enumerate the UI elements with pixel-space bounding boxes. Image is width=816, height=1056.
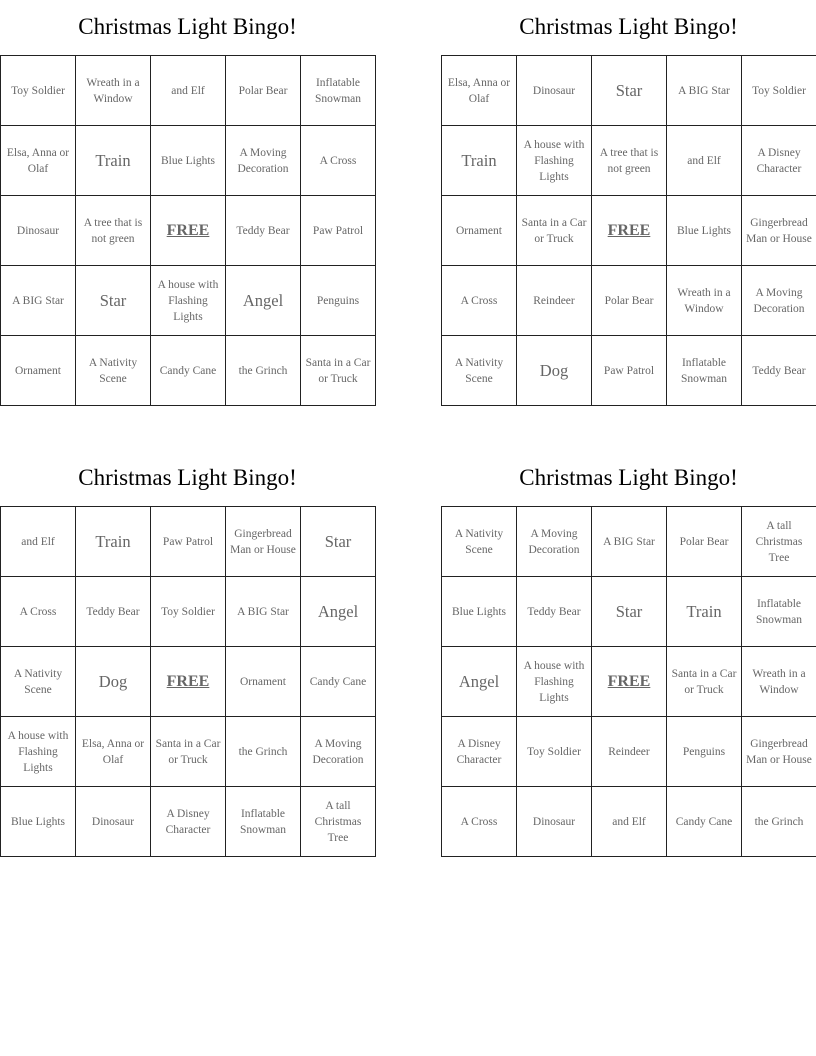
bingo-square: Gingerbread Man or House xyxy=(742,196,816,266)
bingo-row xyxy=(1,787,376,857)
bingo-row xyxy=(442,507,816,577)
free-space: FREE xyxy=(592,647,667,717)
bingo-square: Dinosaur xyxy=(517,787,592,857)
bingo-square: A house with Flashing Lights xyxy=(517,126,592,196)
bingo-square: A tall Christmas Tree xyxy=(301,787,376,857)
bingo-square: Angel xyxy=(442,647,517,717)
bingo-square: Teddy Bear xyxy=(742,336,816,406)
bingo-square: the Grinch xyxy=(226,336,301,406)
bingo-grid xyxy=(441,506,816,857)
bingo-square: Teddy Bear xyxy=(517,577,592,647)
bingo-square: A Nativity Scene xyxy=(442,507,517,577)
bingo-square: Train xyxy=(76,507,151,577)
bingo-row xyxy=(1,126,376,196)
bingo-row xyxy=(442,787,816,857)
bingo-square: Reindeer xyxy=(592,717,667,787)
bingo-square: A Moving Decoration xyxy=(301,717,376,787)
bingo-square: and Elf xyxy=(592,787,667,857)
bingo-square: Polar Bear xyxy=(667,507,742,577)
bingo-square: A tree that is not green xyxy=(76,196,151,266)
bingo-square: A house with Flashing Lights xyxy=(151,266,226,336)
bingo-square: Ornament xyxy=(1,336,76,406)
bingo-square: Wreath in a Window xyxy=(742,647,816,717)
bingo-square: A BIG Star xyxy=(667,56,742,126)
bingo-square: Santa in a Car or Truck xyxy=(151,717,226,787)
bingo-square: Santa in a Car or Truck xyxy=(517,196,592,266)
bingo-square: Toy Soldier xyxy=(151,577,226,647)
bingo-square: Toy Soldier xyxy=(1,56,76,126)
bingo-square: A BIG Star xyxy=(226,577,301,647)
bingo-square: A Moving Decoration xyxy=(742,266,816,336)
bingo-square: A Disney Character xyxy=(742,126,816,196)
bingo-square: the Grinch xyxy=(742,787,816,857)
bingo-square: Gingerbread Man or House xyxy=(742,717,816,787)
bingo-square: Star xyxy=(301,507,376,577)
bingo-square: Inflatable Snowman xyxy=(226,787,301,857)
bingo-square: Ornament xyxy=(442,196,517,266)
bingo-square: A tree that is not green xyxy=(592,126,667,196)
bingo-square: Elsa, Anna or Olaf xyxy=(76,717,151,787)
bingo-square: Inflatable Snowman xyxy=(301,56,376,126)
bingo-square: Dog xyxy=(76,647,151,717)
bingo-square: Teddy Bear xyxy=(76,577,151,647)
bingo-row xyxy=(442,196,816,266)
free-space: FREE xyxy=(151,196,226,266)
bingo-square: Candy Cane xyxy=(301,647,376,717)
bingo-square: A Disney Character xyxy=(151,787,226,857)
bingo-row xyxy=(1,336,376,406)
bingo-row xyxy=(442,126,816,196)
card-title: Christmas Light Bingo! xyxy=(78,465,297,490)
bingo-square: and Elf xyxy=(1,507,76,577)
bingo-square: A house with Flashing Lights xyxy=(1,717,76,787)
bingo-square: Santa in a Car or Truck xyxy=(667,647,742,717)
bingo-square: A Moving Decoration xyxy=(517,507,592,577)
bingo-grid xyxy=(0,55,376,406)
bingo-row xyxy=(442,647,816,717)
bingo-square: and Elf xyxy=(151,56,226,126)
bingo-square: Train xyxy=(76,126,151,196)
bingo-row xyxy=(442,577,816,647)
bingo-row xyxy=(1,507,376,577)
bingo-square: Star xyxy=(76,266,151,336)
bingo-square: A tall Christmas Tree xyxy=(742,507,816,577)
bingo-square: A Cross xyxy=(301,126,376,196)
bingo-square: Star xyxy=(592,56,667,126)
bingo-row xyxy=(1,717,376,787)
bingo-square: Dinosaur xyxy=(517,56,592,126)
bingo-square: Paw Patrol xyxy=(592,336,667,406)
bingo-square: Blue Lights xyxy=(667,196,742,266)
free-space: FREE xyxy=(151,647,226,717)
bingo-square: Penguins xyxy=(301,266,376,336)
bingo-row xyxy=(1,56,376,126)
bingo-square: Angel xyxy=(301,577,376,647)
bingo-square: A Moving Decoration xyxy=(226,126,301,196)
bingo-square: A house with Flashing Lights xyxy=(517,647,592,717)
bingo-square: Dinosaur xyxy=(1,196,76,266)
bingo-square: A Nativity Scene xyxy=(76,336,151,406)
bingo-square: Gingerbread Man or House xyxy=(226,507,301,577)
bingo-grid xyxy=(441,55,816,406)
bingo-square: Santa in a Car or Truck xyxy=(301,336,376,406)
bingo-row xyxy=(442,717,816,787)
bingo-square: Penguins xyxy=(667,717,742,787)
bingo-square: Blue Lights xyxy=(442,577,517,647)
bingo-square: A Cross xyxy=(442,787,517,857)
bingo-square: Train xyxy=(442,126,517,196)
bingo-square: Paw Patrol xyxy=(151,507,226,577)
bingo-square: Angel xyxy=(226,266,301,336)
bingo-row xyxy=(1,266,376,336)
bingo-square: Elsa, Anna or Olaf xyxy=(442,56,517,126)
bingo-square: Dinosaur xyxy=(76,787,151,857)
bingo-square: Blue Lights xyxy=(151,126,226,196)
bingo-square: A Disney Character xyxy=(442,717,517,787)
bingo-square: Star xyxy=(592,577,667,647)
card-title: Christmas Light Bingo! xyxy=(78,14,297,39)
free-space: FREE xyxy=(592,196,667,266)
bingo-row xyxy=(442,336,816,406)
bingo-row xyxy=(1,577,376,647)
bingo-square: Paw Patrol xyxy=(301,196,376,266)
bingo-square: A Nativity Scene xyxy=(1,647,76,717)
bingo-square: Dog xyxy=(517,336,592,406)
bingo-square: Polar Bear xyxy=(226,56,301,126)
bingo-square: Inflatable Snowman xyxy=(667,336,742,406)
bingo-row xyxy=(442,56,816,126)
bingo-row xyxy=(1,647,376,717)
bingo-square: Elsa, Anna or Olaf xyxy=(1,126,76,196)
bingo-square: Train xyxy=(667,577,742,647)
bingo-square: Toy Soldier xyxy=(517,717,592,787)
card-title: Christmas Light Bingo! xyxy=(519,465,738,490)
bingo-square: Reindeer xyxy=(517,266,592,336)
bingo-square: A Nativity Scene xyxy=(442,336,517,406)
bingo-square: Teddy Bear xyxy=(226,196,301,266)
bingo-square: Candy Cane xyxy=(151,336,226,406)
bingo-square: Blue Lights xyxy=(1,787,76,857)
bingo-square: Polar Bear xyxy=(592,266,667,336)
bingo-square: Candy Cane xyxy=(667,787,742,857)
card-title: Christmas Light Bingo! xyxy=(519,14,738,39)
bingo-square: Inflatable Snowman xyxy=(742,577,816,647)
bingo-square: Wreath in a Window xyxy=(667,266,742,336)
bingo-square: A Cross xyxy=(442,266,517,336)
bingo-grid xyxy=(0,506,376,857)
bingo-square: A BIG Star xyxy=(592,507,667,577)
bingo-row xyxy=(442,266,816,336)
bingo-square: Wreath in a Window xyxy=(76,56,151,126)
bingo-row xyxy=(1,196,376,266)
bingo-square: A Cross xyxy=(1,577,76,647)
bingo-square: A BIG Star xyxy=(1,266,76,336)
bingo-square: Toy Soldier xyxy=(742,56,816,126)
bingo-square: Ornament xyxy=(226,647,301,717)
bingo-square: the Grinch xyxy=(226,717,301,787)
bingo-square: and Elf xyxy=(667,126,742,196)
